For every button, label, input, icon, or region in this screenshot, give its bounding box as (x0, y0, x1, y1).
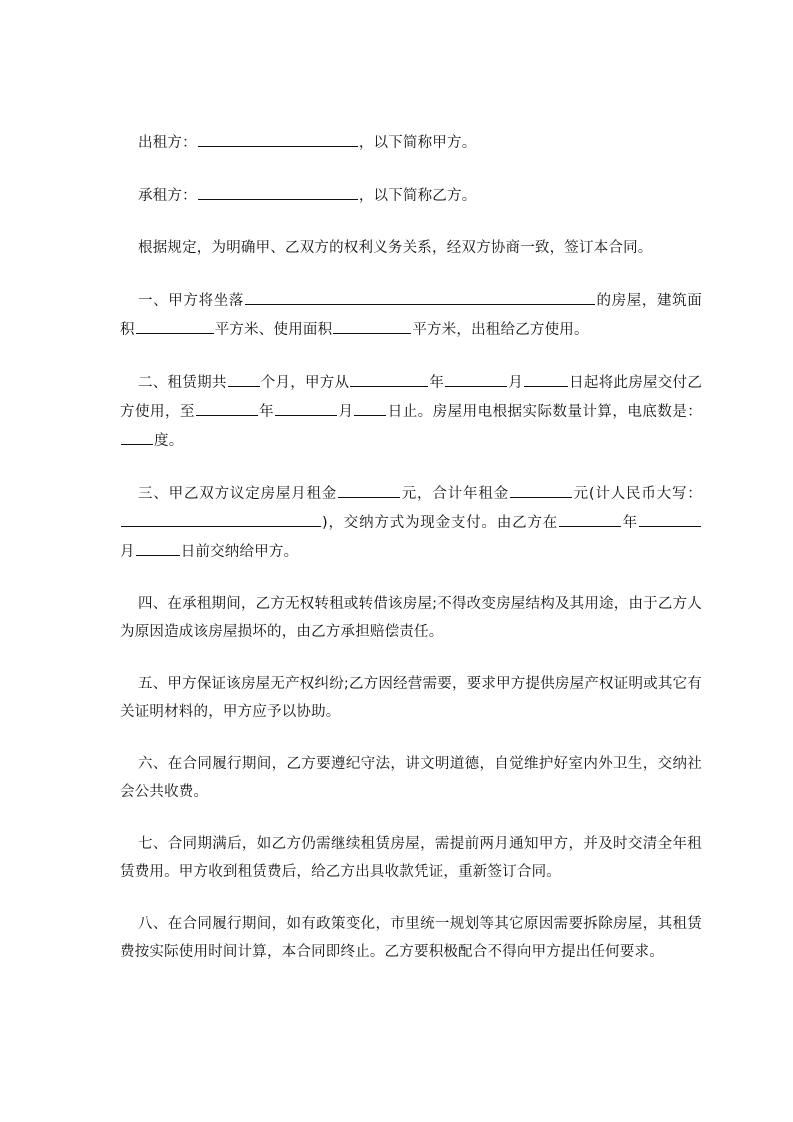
monthly-rent-blank[interactable] (338, 479, 400, 498)
clause-8: 八、在合同履行期间，如有政策变化，市里统一规划等其它原因需要拆除房屋，其租赁费按实际使用时间计算，本合同即终止。乙方要积极配合不得向甲方提出任何要求。 (120, 916, 702, 960)
clause-3-text: 年 (622, 515, 638, 531)
clause-3 (120, 479, 702, 566)
payment-month-blank[interactable] (639, 508, 701, 527)
clause-3-text: 元(计人民币大写： (572, 486, 702, 502)
clause-1-text: 平方米，出租给乙方使用。 (412, 322, 589, 338)
clause-2-text: 年 (258, 404, 275, 420)
clause-2-text: 日起将此房屋交付乙方使用，至 (120, 375, 703, 420)
clause-1-text: 的房屋，建筑面积 (120, 293, 702, 338)
clause-3-text: 月 (120, 544, 135, 560)
lessee-suffix: ，以下简称乙方。 (358, 188, 477, 204)
clause-4: 四、在承租期间，乙方无权转租或转借该房屋;不得改变房屋结构及其用途，由于乙方人为原因造成该房屋损坏的，由乙方承担赔偿责任。 (120, 596, 702, 640)
start-day-blank[interactable] (524, 368, 568, 387)
property-location-blank[interactable] (245, 286, 595, 305)
clause-3-text: 三、甲乙双方议定房屋月租金 (138, 486, 338, 502)
meter-reading-blank[interactable] (121, 426, 153, 445)
lessor-label: 出租方： (138, 135, 197, 151)
annual-rent-blank[interactable] (510, 479, 572, 498)
clause-2-text: 二、租赁期共 (138, 375, 227, 391)
contract-body (120, 128, 702, 990)
usable-area-blank[interactable] (333, 315, 411, 334)
clause-1-text: 平方米、使用面积 (214, 322, 333, 338)
clause-1-text: 一、甲方将坐落 (138, 293, 244, 309)
clause-2-text: 日止。房屋用电根据实际数量计算，电底数是： (387, 404, 703, 420)
clause-3-text: 元，合计年租金 (401, 486, 509, 502)
end-year-blank[interactable] (196, 397, 258, 416)
lessor-suffix: ，以下简称甲方。 (358, 135, 477, 151)
clause-5: 五、甲方保证该房屋无产权纠纷;乙方因经营需要，要求甲方提供房屋产权证明或其它有关证明材料的，甲方应予以协助。 (120, 676, 702, 720)
lessee-line (120, 181, 702, 210)
clause-3-text: 日前交纳给甲方。 (180, 544, 299, 560)
clause-7: 七、合同期满后，如乙方仍需继续租赁房屋，需提前两月通知甲方，并及时交清全年租赁费用。甲方收到租赁费后，给乙方出具收款凭证，重新签订合同。 (120, 836, 702, 880)
lessee-label: 承租方： (138, 188, 197, 204)
clause-1 (120, 286, 702, 344)
clause-2-text: 月 (338, 404, 354, 420)
lease-months-blank[interactable] (228, 368, 260, 387)
lessor-line (120, 128, 702, 157)
clause-2-text: 年 (429, 375, 445, 391)
clause-6: 六、在合同履行期间，乙方要遵纪守法，讲文明道德，自觉维护好室内外卫生，交纳社会公共收费。 (120, 756, 702, 800)
clause-2-text: 度。 (154, 433, 184, 449)
end-day-blank[interactable] (354, 397, 386, 416)
payment-year-blank[interactable] (559, 508, 621, 527)
payment-day-blank[interactable] (136, 537, 180, 556)
lessee-name-blank[interactable] (198, 181, 358, 200)
lessor-name-blank[interactable] (198, 128, 358, 147)
clause-2-text: 个月，甲方从 (260, 375, 350, 391)
start-month-blank[interactable] (445, 368, 507, 387)
clause-3-text: )，交纳方式为现金支付。由乙方在 (322, 515, 559, 531)
start-year-blank[interactable] (350, 368, 428, 387)
clause-2-text: 月 (508, 375, 524, 391)
rent-in-words-blank[interactable] (121, 508, 321, 527)
intro-paragraph: 根据规定，为明确甲、乙双方的权利义务关系，经双方协商一致，签订本合同。 (138, 240, 653, 256)
building-area-blank[interactable] (136, 315, 214, 334)
end-month-blank[interactable] (275, 397, 337, 416)
clause-2 (120, 368, 702, 455)
